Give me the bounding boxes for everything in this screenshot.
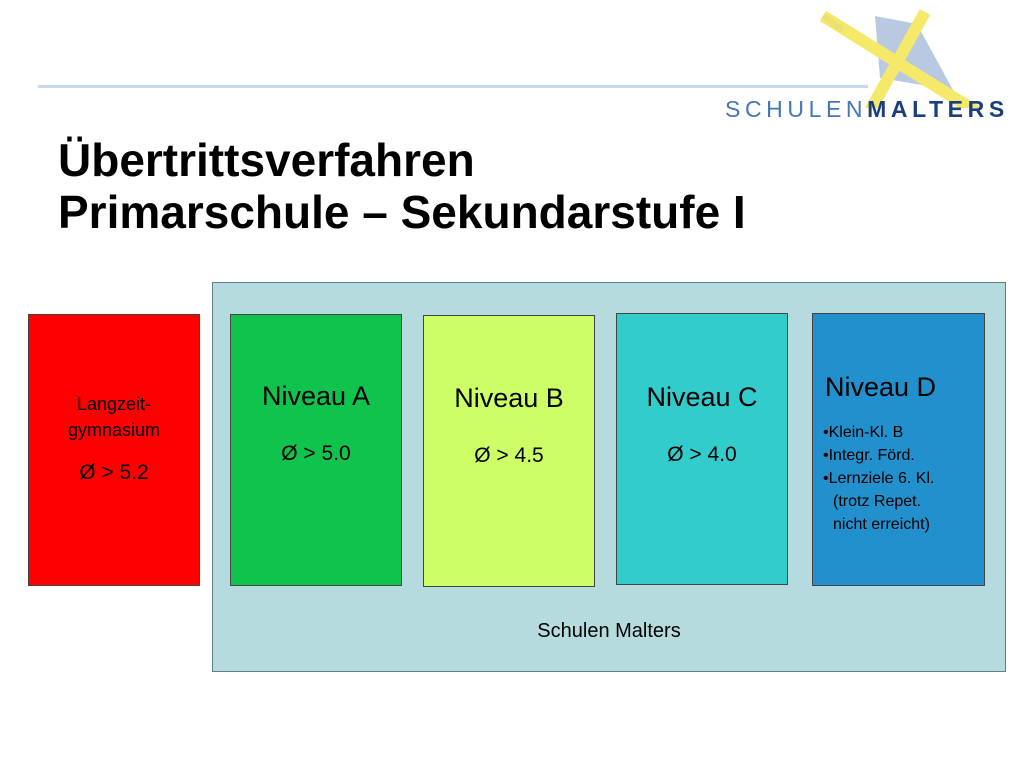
langzeit-line-1: Langzeit-: [76, 394, 152, 414]
niveau-d-item: •Integr. Förd.: [823, 447, 915, 464]
box-langzeitgymnasium: [28, 314, 200, 586]
niveau-d-item: •Lernziele 6. Kl.: [823, 470, 935, 487]
logo-wordmark: [725, 96, 1009, 123]
niveau-d-list: [813, 421, 984, 536]
logo-text-light: SCHULEN: [725, 96, 868, 122]
niveau-a-label: Niveau A: [261, 381, 371, 411]
niveau-c-average: Ø > 4.0: [667, 443, 737, 466]
box-niveau-a: [230, 314, 402, 586]
langzeit-average: Ø > 5.2: [79, 461, 149, 484]
logo-text-bold: MALTERS: [867, 96, 1009, 122]
niveau-d-item: (trotz Repet.: [833, 493, 922, 510]
niveau-d-item: •Klein-Kl. B: [823, 424, 904, 441]
niveau-c-label: Niveau C: [646, 382, 758, 412]
niveau-d-item: nicht erreicht): [833, 516, 930, 533]
niveau-a-average: Ø > 5.0: [281, 442, 351, 465]
page-title: [58, 134, 746, 238]
schulen-malters-logo: [725, 8, 1015, 138]
box-niveau-d: [812, 313, 985, 586]
box-niveau-b: [423, 315, 595, 587]
panel-label: Schulen Malters: [537, 620, 681, 642]
title-line-1: Übertrittsverfahren: [58, 134, 475, 186]
niveau-b-average: Ø > 4.5: [474, 444, 544, 467]
logo-cross-icon: [725, 8, 1015, 108]
langzeit-line-2: gymnasium: [67, 420, 161, 440]
title-line-2: Primarschule – Sekundarstufe I: [58, 186, 746, 238]
box-niveau-c: [616, 313, 788, 585]
niveau-b-label: Niveau B: [454, 383, 564, 413]
niveau-d-label: Niveau D: [825, 372, 937, 402]
